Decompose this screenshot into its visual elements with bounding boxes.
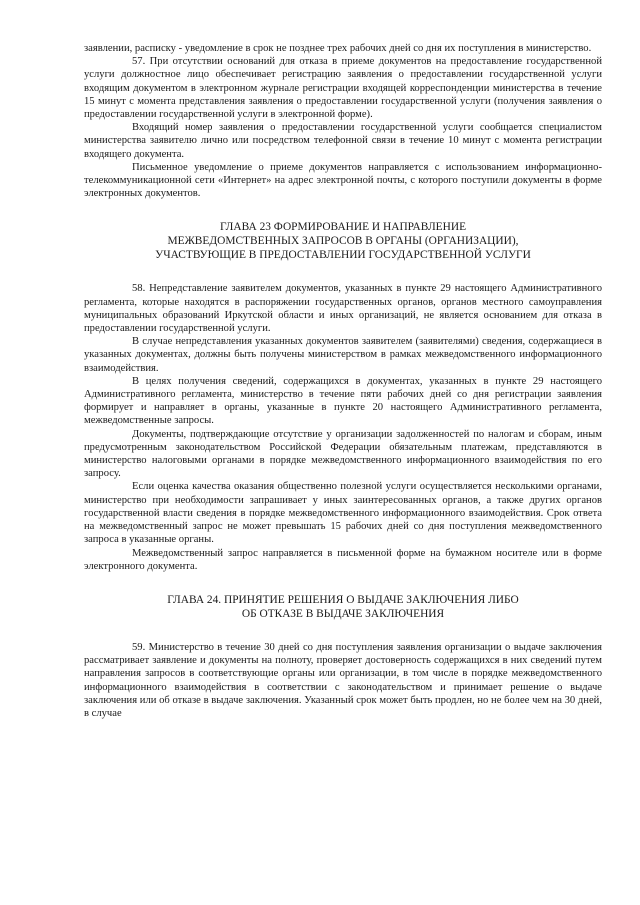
chapter-23-line-2: МЕЖВЕДОМСТВЕННЫХ ЗАПРОСОВ В ОРГАНЫ (ОРГАНИЗАЦИИ), bbox=[167, 235, 519, 248]
paragraph-59: 59. Министерство в течение 30 дней со дня поступления заявления организации о выдаче заключения рассматривает заявление и документы на полноту, проверяет достоверность содержащихся в них сведений путем направления запросов в соответствующие органы или организации, в том числе в порядке межведомственного информационного взаимодействия в соответствии с законодательством и принимает решение о выдаче заключения или об отказе в выдаче заключения. Указанный срок может быть продлен, но не более чем на 30 дней, в случае bbox=[84, 641, 602, 719]
paragraph-57: 57. При отсутствии оснований для отказа в приеме документов на предоставление государственной услуги должностное лицо обеспечивает регистрацию заявления о предоставлении государственной услуги входящим документом в электронном журнале регистрации входящей корреспонденции министерства в течение 15 минут с момента представления заявления о предоставлении государственной услуги (получения заявления о предоставлении государственной услуги в электронной форме). bbox=[84, 56, 602, 121]
chapter-23-line-1: ГЛАВА 23 ФОРМИРОВАНИЕ И НАПРАВЛЕНИЕ bbox=[219, 221, 467, 234]
paragraph-non-submission: В случае непредставления указанных документов заявителем (заявителями) сведения, содержащиеся в указанных документах, должны быть получены министерством в рамках межведомственного информационного взаимодействия. bbox=[84, 336, 602, 374]
paragraph-tax-documents: Документы, подтверждающие отсутствие у организации задолженностей по налогам и сборам, иным предусмотренным законодательством Российской Федерации обязательным платежам, представляются в министерство налоговыми органами в порядке межведомственного информационного взаимодействия по его запросу. bbox=[84, 428, 602, 480]
paragraph-interagency-requests: В целях получения сведений, содержащихся в документах, указанных в пункте 29 настоящего Административного регламента, министерство в течение пяти рабочих дней со дня регистрации заявления формирует и направляет в органы, указанные в пункте 20 настоящего Административного регламента, межведомственные запросы. bbox=[84, 375, 602, 427]
paragraph-incoming-number: Входящий номер заявления о предоставлении государственной услуги сообщается специалистом министерства заявителю лично или посредством телефонной связи в течение 10 минут с момента регистрации входящего документа. bbox=[84, 122, 602, 160]
paragraph-continuation: заявлении, расписку - уведомление в срок не позднее трех рабочих дней со дня их поступления в министерство. bbox=[84, 43, 592, 54]
chapter-23-heading bbox=[84, 220, 602, 262]
chapter-24-line-1: ГЛАВА 24. ПРИНЯТИЕ РЕШЕНИЯ О ВЫДАЧЕ ЗАКЛЮЧЕНИЯ ЛИБО bbox=[167, 593, 519, 606]
paragraph-quality-assessment: Если оценка качества оказания общественно полезной услуги осуществляется несколькими органами, министерство при необходимости запрашивает у иных заинтересованных органов, а также других органов государственной власти сведения в порядке межведомственного информационного взаимодействия. Срок ответа на межведомственный запрос не может превышать 15 рабочих дней со дня поступления межведомственного запроса в указанные органы. bbox=[84, 481, 602, 546]
chapter-24-line-2: ОБ ОТКАЗЕ В ВЫДАЧЕ ЗАКЛЮЧЕНИЯ bbox=[241, 607, 445, 620]
paragraph-request-form: Межведомственный запрос направляется в письменной форме на бумажном носителе или в форме электронного документа. bbox=[84, 547, 602, 572]
chapter-24-heading bbox=[84, 593, 602, 621]
paragraph-58: 58. Непредставление заявителем документов, указанных в пункте 29 настоящего Административного регламента, которые находятся в распоряжении государственных органов, органов местного самоуправления муниципальных образований Иркутской области и иных организаций, не является основанием для отказа в предоставлении государственной услуги. bbox=[84, 283, 602, 335]
chapter-23-line-3: УЧАСТВУЮЩИЕ В ПРЕДОСТАВЛЕНИИ ГОСУДАРСТВЕННОЙ УСЛУГИ bbox=[155, 249, 531, 262]
paragraph-written-notice: Письменное уведомление о приеме документов направляется с использованием информационно-телекоммуникационной сети «Интернет» на адрес электронной почты, с которого поступили документы в форме электронных документов. bbox=[84, 161, 602, 200]
